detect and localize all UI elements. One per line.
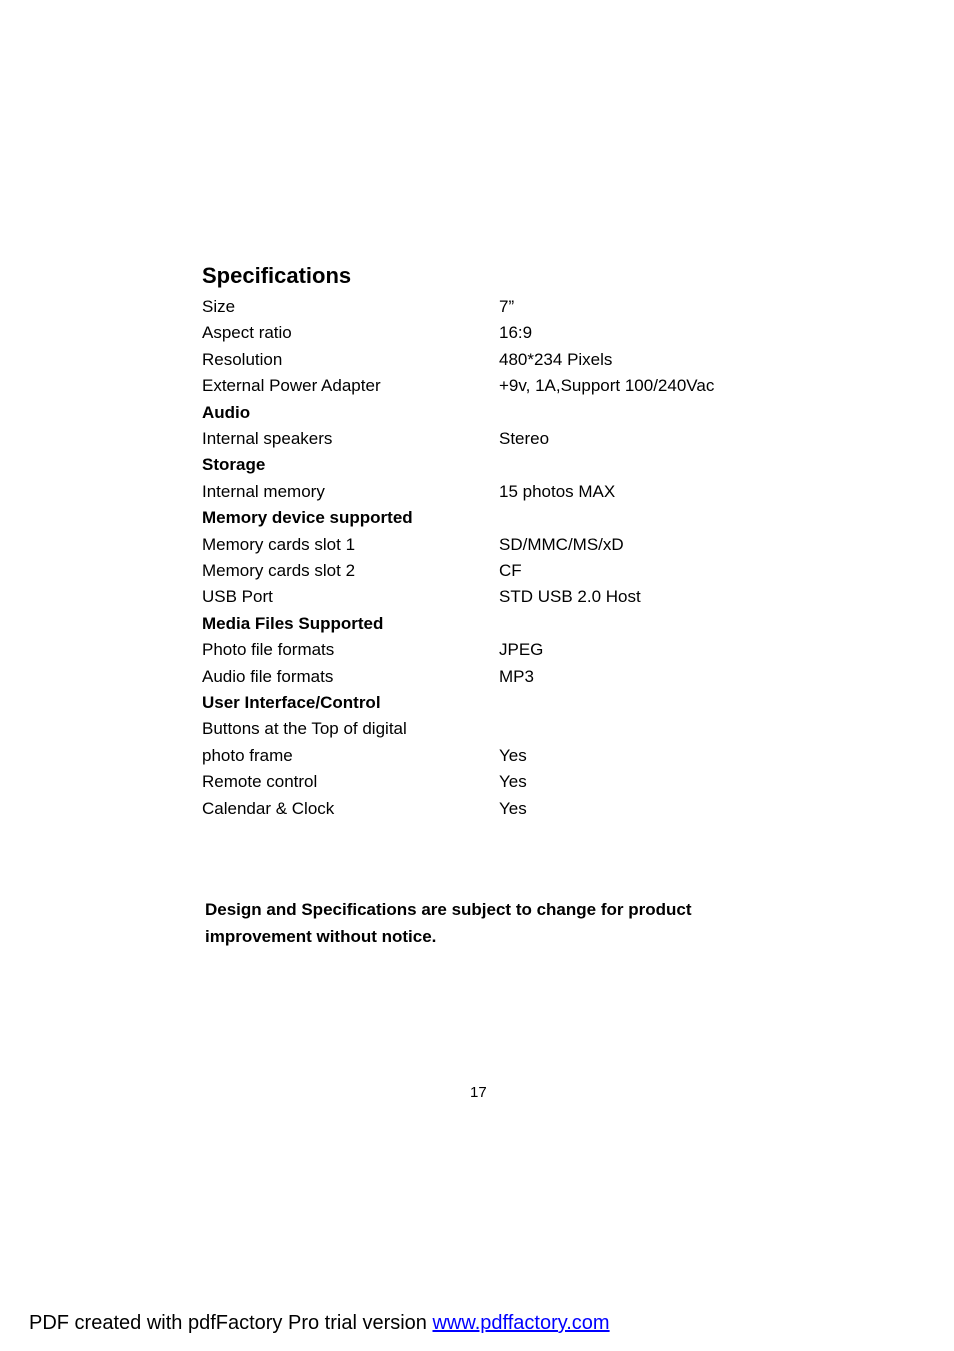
spec-label: Audio file formats <box>202 667 334 686</box>
spec-row <box>202 584 762 610</box>
spec-value: CF <box>499 561 522 580</box>
notice-line-2: improvement without notice. <box>205 927 437 946</box>
section-label: Storage <box>202 455 266 474</box>
page-title: Specifications <box>202 263 352 288</box>
spec-label: Photo file formats <box>202 640 335 659</box>
spec-label: Size <box>202 297 236 316</box>
spec-label: Remote control <box>202 772 318 791</box>
spec-section-header <box>202 505 762 531</box>
spec-label: External Power Adapter <box>202 376 381 395</box>
spec-value: +9v, 1A,Support 100/240Vac <box>499 376 715 395</box>
spec-value: STD USB 2.0 Host <box>499 587 641 606</box>
spec-label: Internal memory <box>202 482 325 501</box>
spec-row <box>202 796 762 822</box>
spec-section-header <box>202 400 762 426</box>
spec-value: 7” <box>499 297 515 316</box>
spec-value: JPEG <box>499 640 544 659</box>
notice-text <box>205 896 691 950</box>
spec-label: USB Port <box>202 587 273 606</box>
footer-link[interactable]: www.pdffactory.com <box>432 1312 610 1334</box>
section-label: Audio <box>202 403 251 422</box>
spec-row <box>202 426 762 452</box>
spec-value: MP3 <box>499 667 534 686</box>
spec-row <box>202 532 762 558</box>
section-label: Media Files Supported <box>202 614 384 633</box>
spec-value: Yes <box>499 772 527 791</box>
spec-section-header <box>202 690 762 716</box>
spec-value: 16:9 <box>499 323 533 342</box>
spec-label: Internal speakers <box>202 429 333 448</box>
spec-row <box>202 479 762 505</box>
spec-label: Memory cards slot 2 <box>202 561 356 580</box>
spec-label: Aspect ratio <box>202 323 292 342</box>
spec-value: SD/MMC/MS/xD <box>499 535 624 554</box>
spec-section-header <box>202 611 762 637</box>
page-number: 17 <box>470 1084 487 1101</box>
spec-value: 480*234 Pixels <box>499 350 613 369</box>
spec-label: Calendar & Clock <box>202 799 335 818</box>
spec-label: photo frame <box>202 746 293 765</box>
notice-line-1: Design and Specifications are subject to change for product <box>205 900 692 919</box>
spec-section-header <box>202 452 762 478</box>
spec-row <box>202 637 762 663</box>
spec-row <box>202 320 762 346</box>
spec-label: Memory cards slot 1 <box>202 535 356 554</box>
spec-value: Yes <box>499 746 527 765</box>
spec-label: Resolution <box>202 350 283 369</box>
spec-row <box>202 294 762 320</box>
spec-row <box>202 769 762 795</box>
spec-row <box>202 347 762 373</box>
footer-text: PDF created with pdfFactory Pro trial version <box>29 1312 433 1334</box>
spec-row <box>202 373 762 399</box>
spec-row <box>202 664 762 690</box>
spec-row <box>202 558 762 584</box>
section-label: User Interface/Control <box>202 693 381 712</box>
pdf-footer <box>29 1310 610 1336</box>
spec-value: 15 photos MAX <box>499 482 616 501</box>
spec-row <box>202 716 762 742</box>
spec-row <box>202 743 762 769</box>
spec-value: Yes <box>499 799 527 818</box>
section-label: Memory device supported <box>202 508 413 527</box>
spec-label: Buttons at the Top of digital <box>202 719 407 738</box>
spec-value: Stereo <box>499 429 550 448</box>
